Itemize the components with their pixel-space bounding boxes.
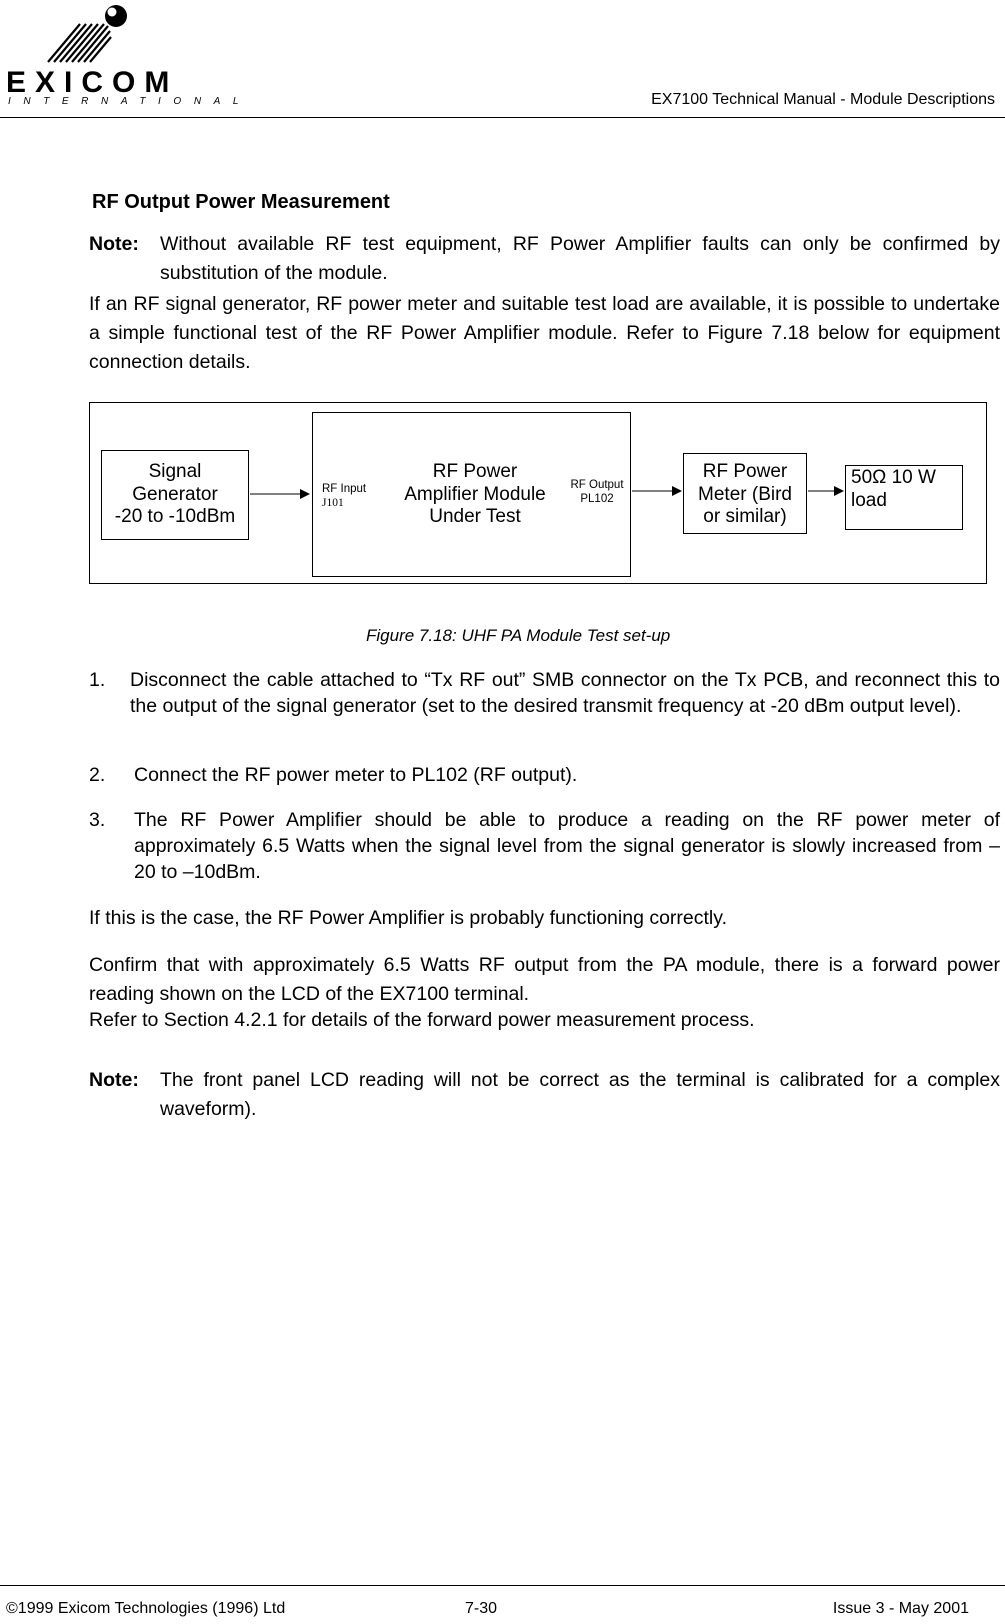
dummy-load-label: 50Ω 10 W load [851,467,936,511]
document-title: EX7100 Technical Manual - Module Descriptions [651,91,995,108]
signal-generator-label: Signal Generator -20 to -10dBm [114,461,236,527]
footer-divider [0,1585,1005,1586]
rf-output-label: RF Output PL102 [570,479,624,505]
footer-page-number: 7-30 [465,1600,498,1617]
footer-copyright: ©1999 Exicom Technologies (1996) Ltd [6,1600,286,1617]
note-text: Without available RF test equipment, RF Power Amplifier faults can only be confirmed by substitution of the module. [160,233,1000,284]
note-label: Note: [89,1069,139,1091]
intro-paragraph: If an RF signal generator, RF power meter and suitable test load are available, it is possible to undertake a simple functional test of the RF Power Amplifier module. Refer to Figure 7.18 below for equipment connection details. [89,293,1000,373]
rf-input-label: RF Input J101 [322,483,367,509]
logo-wordmark: EXICOM [6,66,179,99]
refer-paragraph: Refer to Section 4.2.1 for details of the forward power measurement process. [89,1009,755,1031]
step-number: 1. [89,669,106,691]
step-text: The RF Power Amplifier should be able to produce a reading on the RF power meter of approximately 6.5 Watts when the signal level from the signal generator is slowly increased from –20 to –10dBm. [134,809,1000,883]
power-meter-label: RF Power Meter (Bird or similar) [698,461,792,527]
note-label: Note: [89,233,139,255]
pa-module-label: RF Power Amplifier Module Under Test [404,461,546,527]
step-number: 3. [89,809,106,831]
step-text: Connect the RF power meter to PL102 (RF output). [134,764,578,786]
note-text: The front panel LCD reading will not be correct as the terminal is calibrated for a complex waveform). [160,1069,1000,1120]
figure-caption: Figure 7.18: UHF PA Module Test set-up [366,626,671,645]
step-text: Disconnect the cable attached to “Tx RF out” SMB connector on the Tx PCB, and reconnect this to the output of the signal generator (set to the desired transmit frequency at -20 dBm output level). [130,669,1000,717]
step-number: 2. [89,764,106,786]
result-paragraph: If this is the case, the RF Power Amplifier is probably functioning correctly. [89,907,727,929]
section-heading: RF Output Power Measurement [92,191,390,213]
confirm-paragraph: Confirm that with approximately 6.5 Watts RF output from the PA module, there is a forward power reading shown on the LCD of the EX7100 terminal. [89,954,1000,1005]
logo-subtitle: INTERNATIONAL [8,96,252,107]
connection-arrows [0,0,1005,600]
footer-issue: Issue 3 - May 2001 [832,1600,969,1617]
